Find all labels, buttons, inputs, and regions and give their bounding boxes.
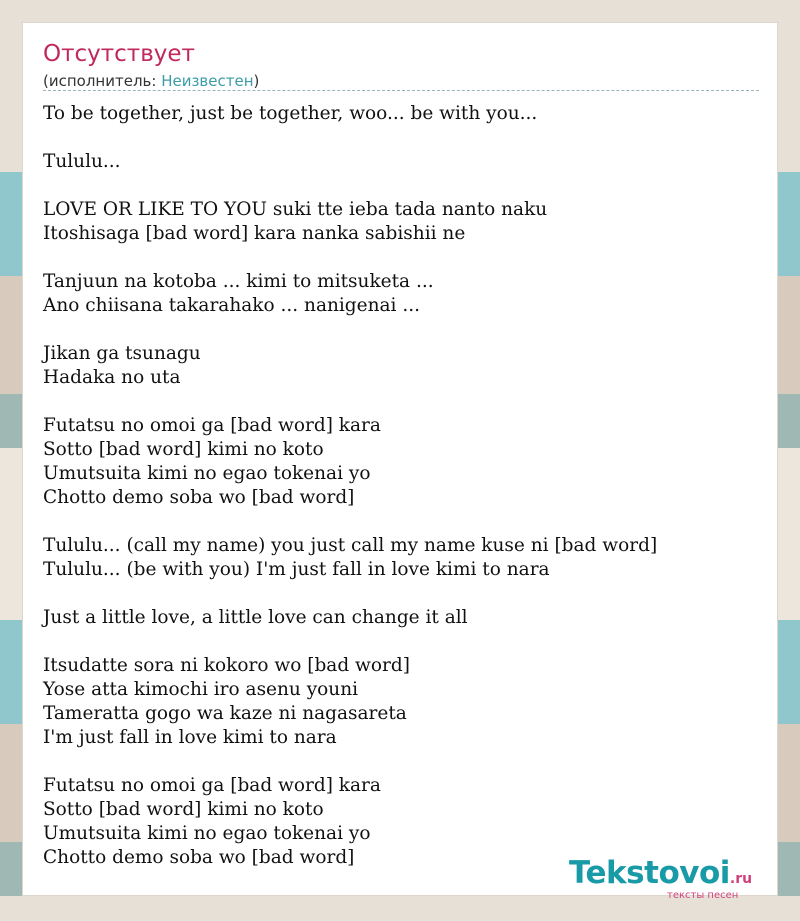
lyrics-line: I'm just fall in love kimi to nara bbox=[43, 727, 337, 748]
lyrics-line: Tanjuun na kotoba ... kimi to mitsuketa ... bbox=[43, 271, 434, 292]
lyrics-stanza bbox=[43, 414, 759, 510]
lyrics-line: Tululu... (call my name) you just call my name kuse ni [bad word] bbox=[43, 535, 658, 556]
site-logo[interactable] bbox=[569, 855, 753, 901]
lyrics-line: Umutsuita kimi no egao tokenai yo bbox=[43, 823, 371, 844]
lyrics-line: Chotto demo soba wo [bad word] bbox=[43, 847, 355, 868]
lyrics-line: Hadaka no uta bbox=[43, 367, 181, 388]
lyrics-text bbox=[43, 102, 759, 894]
lyrics-line: LOVE OR LIKE TO YOU suki tte ieba tada nanto naku bbox=[43, 199, 548, 220]
lyrics-line: Futatsu no omoi ga [bad word] kara bbox=[43, 775, 381, 796]
logo-tagline: тексты песен bbox=[667, 890, 739, 901]
lyrics-line: Tululu... (be with you) I'm just fall in love kimi to nara bbox=[43, 559, 550, 580]
artist-link[interactable]: Неизвестен bbox=[161, 72, 254, 90]
lyrics-card bbox=[22, 22, 778, 901]
lyrics-line: Ano chiisana takarahako ... nanigenai ... bbox=[43, 295, 420, 316]
lyrics-stanza bbox=[43, 606, 759, 630]
logo-name: Tekstovoi bbox=[569, 855, 730, 891]
lyrics-stanza bbox=[43, 102, 759, 126]
lyrics-stanza bbox=[43, 534, 759, 582]
lyrics-stanza bbox=[43, 654, 759, 750]
lyrics-stanza bbox=[43, 150, 759, 174]
lyrics-line: Itoshisaga [bad word] kara nanka sabishii ne bbox=[43, 223, 466, 244]
lyrics-line: Umutsuita kimi no egao tokenai yo bbox=[43, 463, 371, 484]
lyrics-stanza bbox=[43, 198, 759, 246]
artist-prefix: (исполнитель: bbox=[43, 72, 162, 90]
lyrics-stanza bbox=[43, 342, 759, 390]
lyrics-line: Sotto [bad word] kimi no koto bbox=[43, 799, 324, 820]
lyrics-line: Tameratta gogo wa kaze ni nagasareta bbox=[43, 703, 407, 724]
lyrics-stanza bbox=[43, 270, 759, 318]
lyrics-line: Futatsu no omoi ga [bad word] kara bbox=[43, 415, 381, 436]
lyrics-line: Sotto [bad word] kimi no koto bbox=[43, 439, 324, 460]
song-title: Отсутствует bbox=[43, 41, 195, 67]
lyrics-line: Yose atta kimochi iro asenu youni bbox=[43, 679, 359, 700]
lyrics-line: Just a little love, a little love can change it all bbox=[43, 607, 468, 628]
lyrics-line: To be together, just be together, woo... be with you... bbox=[43, 103, 538, 124]
lyrics-line: Jikan ga tsunagu bbox=[43, 343, 201, 364]
lyrics-line: Chotto demo soba wo [bad word] bbox=[43, 487, 355, 508]
lyrics-line: Tululu... bbox=[43, 151, 121, 172]
logo-tld: .ru bbox=[729, 871, 753, 887]
lyrics-line: Itsudatte sora ni kokoro wo [bad word] bbox=[43, 655, 410, 676]
artist-line bbox=[43, 72, 259, 90]
title-divider bbox=[43, 90, 759, 91]
artist-suffix: ) bbox=[253, 72, 260, 90]
